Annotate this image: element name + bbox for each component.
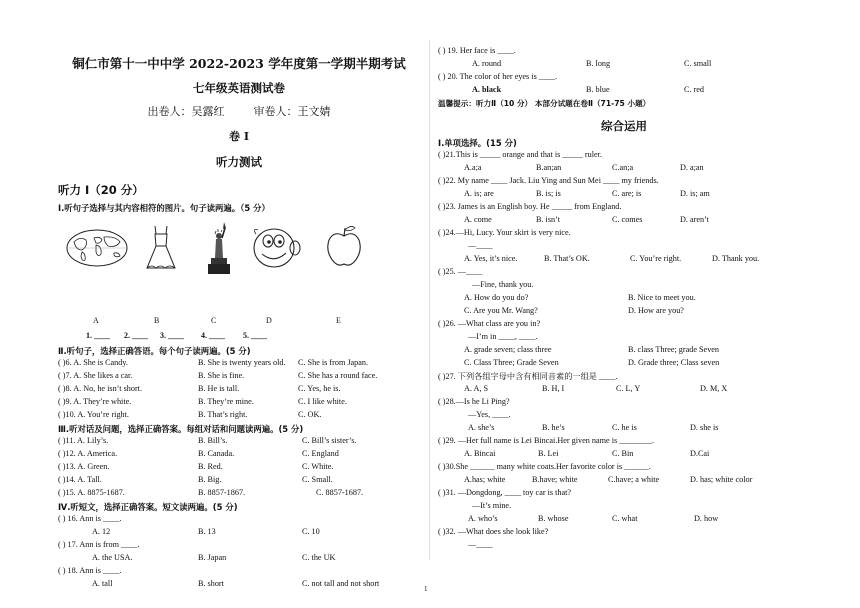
option-c: C.have; a white [608, 475, 660, 484]
option-row [438, 85, 810, 97]
section1-heading: Ⅰ.听句子选择与其内容相符的图片。句子读两遍。（5 分） [58, 203, 270, 213]
option-b: B. class Three; grade Seven [628, 345, 720, 354]
option-c: C. Are you Mr. Wang? [464, 306, 538, 315]
question-text: ( )23. James is an English boy. He _____ from England. [438, 202, 622, 211]
option-row [438, 293, 810, 305]
option-c: C. OK. [298, 410, 322, 419]
option-a: A.has; white [464, 475, 506, 484]
question-text: —Yes, ____. [468, 410, 511, 419]
option-b: B.have; white [532, 475, 578, 484]
question-text: ( )31. —Dongdong, ____ toy car is that? [438, 488, 572, 497]
option-b: B. Nice to meet you. [628, 293, 696, 302]
question-text: —It’s mine. [472, 501, 512, 510]
question-text: ( )25. —____ [438, 267, 483, 276]
question-text: ( )10. A. You’re right. [58, 410, 129, 419]
option-c: C. small [684, 59, 712, 68]
exam-subtitle: 七年级英语测试卷 [193, 81, 285, 95]
option-a: A. tall [92, 579, 113, 588]
option-b: B. 8857-1867. [198, 488, 246, 497]
answer-blank-5[interactable]: 5. ____ [243, 331, 267, 340]
part1-title: 听力 I（20 分） [58, 183, 144, 197]
option-c: C.an;a [612, 163, 634, 172]
option-c: C. You’re right. [630, 254, 682, 263]
question-text: ( )8. A. No, he isn’t short. [58, 384, 142, 393]
question-text: ( )14. A. Tall. [58, 475, 102, 484]
answer-blank-1[interactable]: 1. ____ [86, 331, 110, 340]
picture-letter-b: B [154, 316, 160, 325]
option-a: A. round [472, 59, 502, 68]
question-text: ( ) 19. Her face is ____. [438, 46, 516, 55]
option-b: B. H, I [542, 384, 565, 393]
option-b: B. isn’t [536, 215, 560, 224]
answer-blank-3[interactable]: 3. ____ [160, 331, 184, 340]
option-c: C. England [302, 449, 339, 458]
question-text: ( )29. —Her full name is Lei Bincai.Her given name is ________. [438, 436, 655, 445]
option-a: A. How do you do? [464, 293, 529, 302]
question-row [58, 475, 420, 487]
option-c: C. Bill’s sister’s. [302, 436, 357, 445]
question-row [58, 488, 420, 500]
option-c: C. She is from Japan. [298, 358, 369, 367]
option-row [438, 254, 810, 266]
question-text: —____ [468, 241, 493, 250]
question-text: ( )30.She ______ many white coats.Her favorite color is ______. [438, 462, 651, 471]
question-text: ( )9. A. They’re white. [58, 397, 132, 406]
picture-row [66, 228, 366, 280]
option-b: B. long [586, 59, 611, 68]
question-row [58, 462, 420, 474]
option-b: B. Bill’s. [198, 436, 228, 445]
option-d: D. aren’t [680, 215, 709, 224]
section3-heading: Ⅲ.听对话及问题，选择正确答案。每组对话和问题读两遍。(5 分) [58, 424, 304, 434]
option-row [438, 189, 810, 201]
option-d: D. has; white color [690, 475, 753, 484]
option-b: B. That’s right. [198, 410, 248, 419]
option-a: A. she’s [468, 423, 495, 432]
question-row [58, 384, 420, 396]
option-row [438, 475, 810, 487]
option-c: C. red [684, 85, 705, 94]
exam-title: 铜仁市第十一中中学 2022-2023 学年度第一学期半期考试 [72, 56, 406, 71]
option-a: A. is; are [464, 189, 494, 198]
option-b: B. whose [538, 514, 569, 523]
section-title: 综合运用 [601, 119, 647, 133]
picture-letter-e: E [336, 316, 341, 325]
option-c: C. not tall and not short [302, 579, 380, 588]
question-text: ( )32. —What does she look like? [438, 527, 549, 536]
author: 出卷人：吴露红 [147, 105, 225, 118]
option-b: B. short [198, 579, 224, 588]
question-text: ( )6. A. She is Candy. [58, 358, 128, 367]
question-row [58, 436, 420, 448]
question-row [58, 397, 420, 409]
option-row [58, 527, 420, 539]
option-b: B. She is fine. [198, 371, 245, 380]
question-text: ( )22. My name ____ Jack. Liu Ying and Sun Mei ____ my friends. [438, 176, 659, 185]
option-a: A. Bincai [464, 449, 496, 458]
option-row [438, 215, 810, 227]
reviewer: 审卷人：王文婧 [253, 105, 331, 118]
option-c: C. Bin [612, 449, 634, 458]
question-row [58, 449, 420, 461]
question-text: ( )26. —What class are you in? [438, 319, 541, 328]
question-text: —____ [468, 540, 493, 549]
option-row [438, 345, 810, 357]
question-text: ( )21.This is _____ orange and that is _____ ruler. [438, 150, 602, 159]
option-row [58, 579, 420, 591]
question-row [58, 410, 420, 422]
option-b: B. blue [586, 85, 610, 94]
option-row [438, 163, 810, 175]
section4-heading: Ⅳ.听短文，选择正确答案。短文读两遍。(5 分) [58, 502, 238, 512]
author-line [58, 103, 420, 119]
question-row [58, 371, 420, 383]
question-text: ( )11. A. Lily’s. [58, 436, 109, 445]
mc-heading: Ⅰ.单项选择。(15 分) [438, 138, 517, 148]
option-b: B. He is tall. [198, 384, 240, 393]
question-text: ( )24.—Hi, Lucy. Your skirt is very nice. [438, 228, 571, 237]
option-c: C. he is [612, 423, 637, 432]
apple-icon [324, 224, 364, 270]
option-c: C. Small. [302, 475, 333, 484]
question-text: —I’m in ____, ____. [468, 332, 538, 341]
question-text: ( ) 16. Ann is ____. [58, 514, 122, 523]
option-b: B. he’s [542, 423, 565, 432]
option-c: C. She has a round face. [298, 371, 378, 380]
option-d: D. M, X [700, 384, 728, 393]
option-c: C. comes [612, 215, 643, 224]
option-a: A. 12 [92, 527, 111, 536]
option-a: A. A, S [464, 384, 489, 393]
statue-of-liberty-icon [204, 220, 236, 276]
option-a: A.a;a [464, 163, 482, 172]
option-b: B. Lei [538, 449, 559, 458]
question-text: ( )27. 下列各组字母中含有相同音素的一组是 ____. [438, 372, 618, 381]
question-text: ( )12. A. America. [58, 449, 118, 458]
option-a: A. come [464, 215, 492, 224]
option-row [438, 384, 810, 396]
page-number: 1 [424, 585, 428, 593]
option-row [438, 59, 810, 71]
option-d: D. she is [690, 423, 719, 432]
question-text: ( )13. A. Green. [58, 462, 110, 471]
option-b: B. 13 [198, 527, 216, 536]
option-c: C. Yes, he is. [298, 384, 341, 393]
option-a: A. who’s [468, 514, 498, 523]
option-b: B. Big. [198, 475, 222, 484]
option-b: B. Canada. [198, 449, 235, 458]
option-a: A. Yes, it’s nice. [464, 254, 518, 263]
option-c: C. I like white. [298, 397, 347, 406]
option-c: C. are; is [612, 189, 642, 198]
option-b: B. They’re mine. [198, 397, 254, 406]
option-b: B. She is twenty years old. [198, 358, 286, 367]
option-row [58, 553, 420, 565]
question-text: ( ) 20. The color of her eyes is ____. [438, 72, 558, 81]
question-text: ( ) 18. Ann is ____. [58, 566, 122, 575]
picture-letter-c: C [211, 316, 217, 325]
world-map-icon [66, 228, 128, 268]
option-b: B. Red. [198, 462, 223, 471]
hint-text: 温馨提示：听力Ⅱ（10 分） 本部分试题在卷Ⅱ（71-75 小题） [438, 99, 651, 108]
option-a: A. grade seven; class three [464, 345, 552, 354]
question-row [58, 358, 420, 370]
answer-blank-4[interactable]: 4. ____ [201, 331, 225, 340]
option-b: B. Japan [198, 553, 227, 562]
option-row [438, 423, 810, 435]
option-d: D. how [694, 514, 719, 523]
section2-heading: Ⅱ.听句子，选择正确答语。每个句子读两遍。(5 分) [58, 346, 251, 356]
question-text: ( )15. A. 8875-1687. [58, 488, 125, 497]
option-d: D. Grade three; Class seven [628, 358, 720, 367]
option-d: D.Cai [690, 449, 710, 458]
cartoon-face-icon [250, 224, 302, 270]
option-d: D. How are you? [628, 306, 684, 315]
option-row [438, 514, 810, 526]
option-c: C. 8857-1687. [316, 488, 364, 497]
option-a: A. the USA. [92, 553, 133, 562]
option-c: C. what [612, 514, 638, 523]
option-a: A. black [472, 85, 502, 94]
option-b: B. That’s OK. [544, 254, 590, 263]
option-row [438, 306, 810, 318]
column-divider [429, 40, 430, 560]
listening-title: 听力测试 [216, 155, 262, 169]
question-text: ( )7. A. She likes a car. [58, 371, 133, 380]
option-c: C. 10 [302, 527, 320, 536]
question-text: ( )28.—Is he Li Ping? [438, 397, 510, 406]
option-b: B.an;an [536, 163, 562, 172]
option-row [438, 358, 810, 370]
option-c: C. L, Y [616, 384, 641, 393]
option-d: D. is; am [680, 189, 710, 198]
option-row [438, 449, 810, 461]
option-c: C. White. [302, 462, 334, 471]
dress-icon [144, 224, 178, 272]
volume-label: 卷 I [229, 130, 249, 143]
picture-letter-a: A [93, 316, 99, 325]
question-text: ( ) 17. Ann is from ____. [58, 540, 140, 549]
picture-letter-d: D [266, 316, 272, 325]
option-d: D. a;an [680, 163, 704, 172]
option-c: C. Class Three; Grade Seven [464, 358, 559, 367]
question-text: —Fine, thank you. [472, 280, 534, 289]
answer-blank-2[interactable]: 2. ____ [124, 331, 148, 340]
option-c: C. the UK [302, 553, 336, 562]
option-d: D. Thank you. [712, 254, 760, 263]
option-b: B. is; is [536, 189, 561, 198]
